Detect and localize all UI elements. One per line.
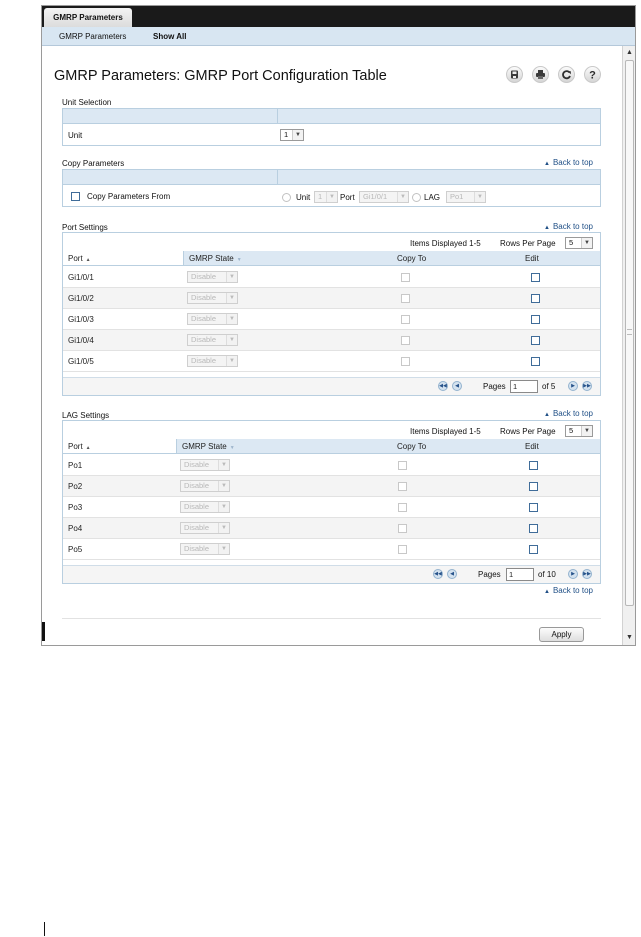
chevron-down-icon: ▼ (326, 192, 337, 202)
port-cell: Gi1/0/1 (68, 273, 94, 282)
back-to-top-link[interactable]: ▲ Back to top (544, 586, 593, 595)
subnav-gmrp-parameters[interactable]: GMRP Parameters (59, 32, 127, 41)
edit-checkbox[interactable] (529, 524, 538, 533)
chevron-down-icon: ▼ (581, 426, 592, 436)
gmrp-state-select[interactable]: Disable ▼ (187, 313, 238, 325)
table-row (63, 309, 600, 330)
lag-port-cell: Po1 (68, 461, 83, 470)
chevron-down-icon: ▼ (581, 238, 592, 248)
edit-checkbox[interactable] (531, 273, 540, 282)
table-row (63, 497, 600, 518)
lag-port-cell: Po3 (68, 503, 83, 512)
copy-lag-label: LAG (424, 193, 441, 202)
copy-to-checkbox[interactable] (398, 545, 407, 554)
pages-label: Pages (483, 382, 506, 391)
column-header-port[interactable]: Port ▲ (63, 251, 183, 266)
gmrp-state-select[interactable]: Disable ▼ (180, 522, 230, 534)
copy-parameters-label: Copy Parameters (62, 159, 125, 168)
edit-checkbox[interactable] (529, 503, 538, 512)
scroll-up-icon[interactable]: ▲ (626, 49, 633, 56)
page-number-input[interactable]: 1 (510, 380, 538, 393)
table-row (63, 455, 600, 476)
column-header-copy-to: Copy To (392, 439, 520, 454)
last-page-icon[interactable]: ▶▶ (583, 571, 591, 577)
prev-page-icon[interactable]: ◀ (447, 569, 457, 579)
table-row (63, 351, 600, 372)
first-page-icon[interactable]: ◀◀ (434, 571, 442, 577)
port-rows-per-page-label: Rows Per Page (500, 239, 556, 248)
port-pager (63, 377, 600, 395)
table-row (63, 518, 600, 539)
gmrp-state-select[interactable]: Disable ▼ (180, 501, 230, 513)
lag-settings-table (62, 420, 601, 584)
lag-port-cell: Po2 (68, 482, 83, 491)
port-items-displayed: Items Displayed 1-5 (410, 239, 481, 248)
last-page-icon[interactable]: ▶▶ (583, 383, 591, 389)
port-cell: Gi1/0/4 (68, 336, 94, 345)
table-row (63, 288, 600, 309)
edit-checkbox[interactable] (531, 315, 540, 324)
copy-parameters-from-label: Copy Parameters From (87, 192, 171, 201)
page-number-input[interactable]: 1 (506, 568, 534, 581)
divider (62, 618, 601, 619)
copy-unit-select[interactable]: 1 ▼ (314, 191, 338, 203)
prev-page-icon[interactable]: ◀ (452, 381, 462, 391)
gmrp-state-select[interactable]: Disable ▼ (187, 355, 238, 367)
column-header-gmrp-state[interactable]: GMRP State ▼ (183, 251, 392, 266)
edge-marker (42, 622, 45, 641)
port-cell: Gi1/0/2 (68, 294, 94, 303)
copy-to-checkbox[interactable] (398, 461, 407, 470)
app-window (41, 5, 636, 646)
column-header-copy-to: Copy To (392, 251, 520, 266)
next-page-icon[interactable]: ▶ (568, 381, 578, 391)
main-content (42, 46, 621, 645)
edit-checkbox[interactable] (531, 357, 540, 366)
lag-pager (63, 565, 600, 583)
help-icon[interactable] (584, 66, 601, 83)
apply-button[interactable]: Apply (539, 627, 584, 642)
copy-unit-label: Unit (296, 193, 311, 202)
copy-to-checkbox[interactable] (398, 482, 407, 491)
gmrp-state-select[interactable]: Disable ▼ (187, 271, 238, 283)
table-row (63, 476, 600, 497)
copy-to-checkbox[interactable] (401, 273, 410, 282)
port-cell: Gi1/0/5 (68, 357, 94, 366)
gmrp-state-select[interactable]: Disable ▼ (180, 543, 230, 555)
edit-checkbox[interactable] (529, 545, 538, 554)
chevron-down-icon: ▼ (292, 130, 303, 140)
edit-checkbox[interactable] (529, 461, 538, 470)
copy-to-checkbox[interactable] (401, 336, 410, 345)
copy-parameters-panel (62, 169, 601, 207)
copy-port-select[interactable]: Gi1/0/1 ▼ (359, 191, 409, 203)
copy-to-checkbox[interactable] (401, 294, 410, 303)
lag-rows-per-page-label: Rows Per Page (500, 427, 556, 436)
page-title: GMRP Parameters: GMRP Port Configuration Table (54, 68, 387, 84)
lag-rows-per-page-select[interactable]: 5 ▼ (565, 425, 593, 437)
total-pages-label: of 10 (538, 570, 556, 579)
unit-select[interactable]: 1 ▼ (280, 129, 304, 141)
column-header-gmrp-state[interactable]: GMRP State ▼ (176, 439, 392, 454)
svg-text:?: ? (589, 69, 596, 82)
chevron-down-icon: ▼ (474, 192, 485, 202)
back-to-top-link[interactable]: ▲ Back to top (544, 222, 593, 231)
page-edge-mark (44, 922, 45, 936)
lag-port-cell: Po5 (68, 545, 83, 554)
table-row (63, 267, 600, 288)
tab-gmrp-parameters[interactable]: GMRP Parameters (44, 8, 132, 27)
lag-settings-label: LAG Settings (62, 411, 110, 420)
sub-navigation (42, 27, 635, 46)
gmrp-state-select[interactable]: Disable ▼ (180, 459, 230, 471)
table-row (63, 539, 600, 560)
column-header-edit: Edit (520, 439, 600, 454)
lag-items-displayed: Items Displayed 1-5 (410, 427, 481, 436)
port-settings-label: Port Settings (62, 223, 108, 232)
port-settings-table (62, 232, 601, 396)
port-cell: Gi1/0/3 (68, 315, 94, 324)
scroll-down-icon[interactable]: ▼ (626, 634, 633, 641)
table-row (63, 330, 600, 351)
edit-checkbox[interactable] (531, 294, 540, 303)
vertical-scrollbar[interactable] (622, 46, 635, 645)
unit-radio[interactable] (282, 193, 291, 202)
lag-radio[interactable] (412, 193, 421, 202)
unit-selection-panel (62, 108, 601, 146)
copy-to-checkbox[interactable] (398, 503, 407, 512)
subnav-show-all[interactable]: Show All (153, 32, 187, 41)
copy-to-checkbox[interactable] (401, 315, 410, 324)
copy-lag-select[interactable]: Po1 ▼ (446, 191, 486, 203)
copy-to-checkbox[interactable] (398, 524, 407, 533)
lag-port-cell: Po4 (68, 524, 83, 533)
next-page-icon[interactable]: ▶ (568, 569, 578, 579)
unit-row-label: Unit (68, 131, 83, 140)
edit-checkbox[interactable] (531, 336, 540, 345)
top-tab-bar (42, 6, 635, 27)
back-to-top-link[interactable]: ▲ Back to top (544, 409, 593, 418)
copy-port-label: Port (340, 193, 355, 202)
gmrp-state-select[interactable]: Disable ▼ (187, 334, 238, 346)
unit-selection-label: Unit Selection (62, 98, 112, 107)
edit-checkbox[interactable] (529, 482, 538, 491)
refresh-icon[interactable] (558, 66, 575, 83)
save-icon[interactable] (506, 66, 523, 83)
print-icon[interactable] (532, 66, 549, 83)
column-header-edit: Edit (520, 251, 600, 266)
column-header-port[interactable]: Port ▲ (63, 439, 176, 454)
pages-label: Pages (478, 570, 501, 579)
scroll-thumb[interactable] (625, 60, 634, 606)
chevron-down-icon: ▼ (397, 192, 408, 202)
copy-parameters-checkbox[interactable] (71, 192, 80, 201)
gmrp-state-select[interactable]: Disable ▼ (187, 292, 238, 304)
first-page-icon[interactable]: ◀◀ (439, 383, 447, 389)
back-to-top-link[interactable]: ▲ Back to top (544, 158, 593, 167)
gmrp-state-select[interactable]: Disable ▼ (180, 480, 230, 492)
total-pages-label: of 5 (542, 382, 556, 391)
port-rows-per-page-select[interactable]: 5 ▼ (565, 237, 593, 249)
copy-to-checkbox[interactable] (401, 357, 410, 366)
